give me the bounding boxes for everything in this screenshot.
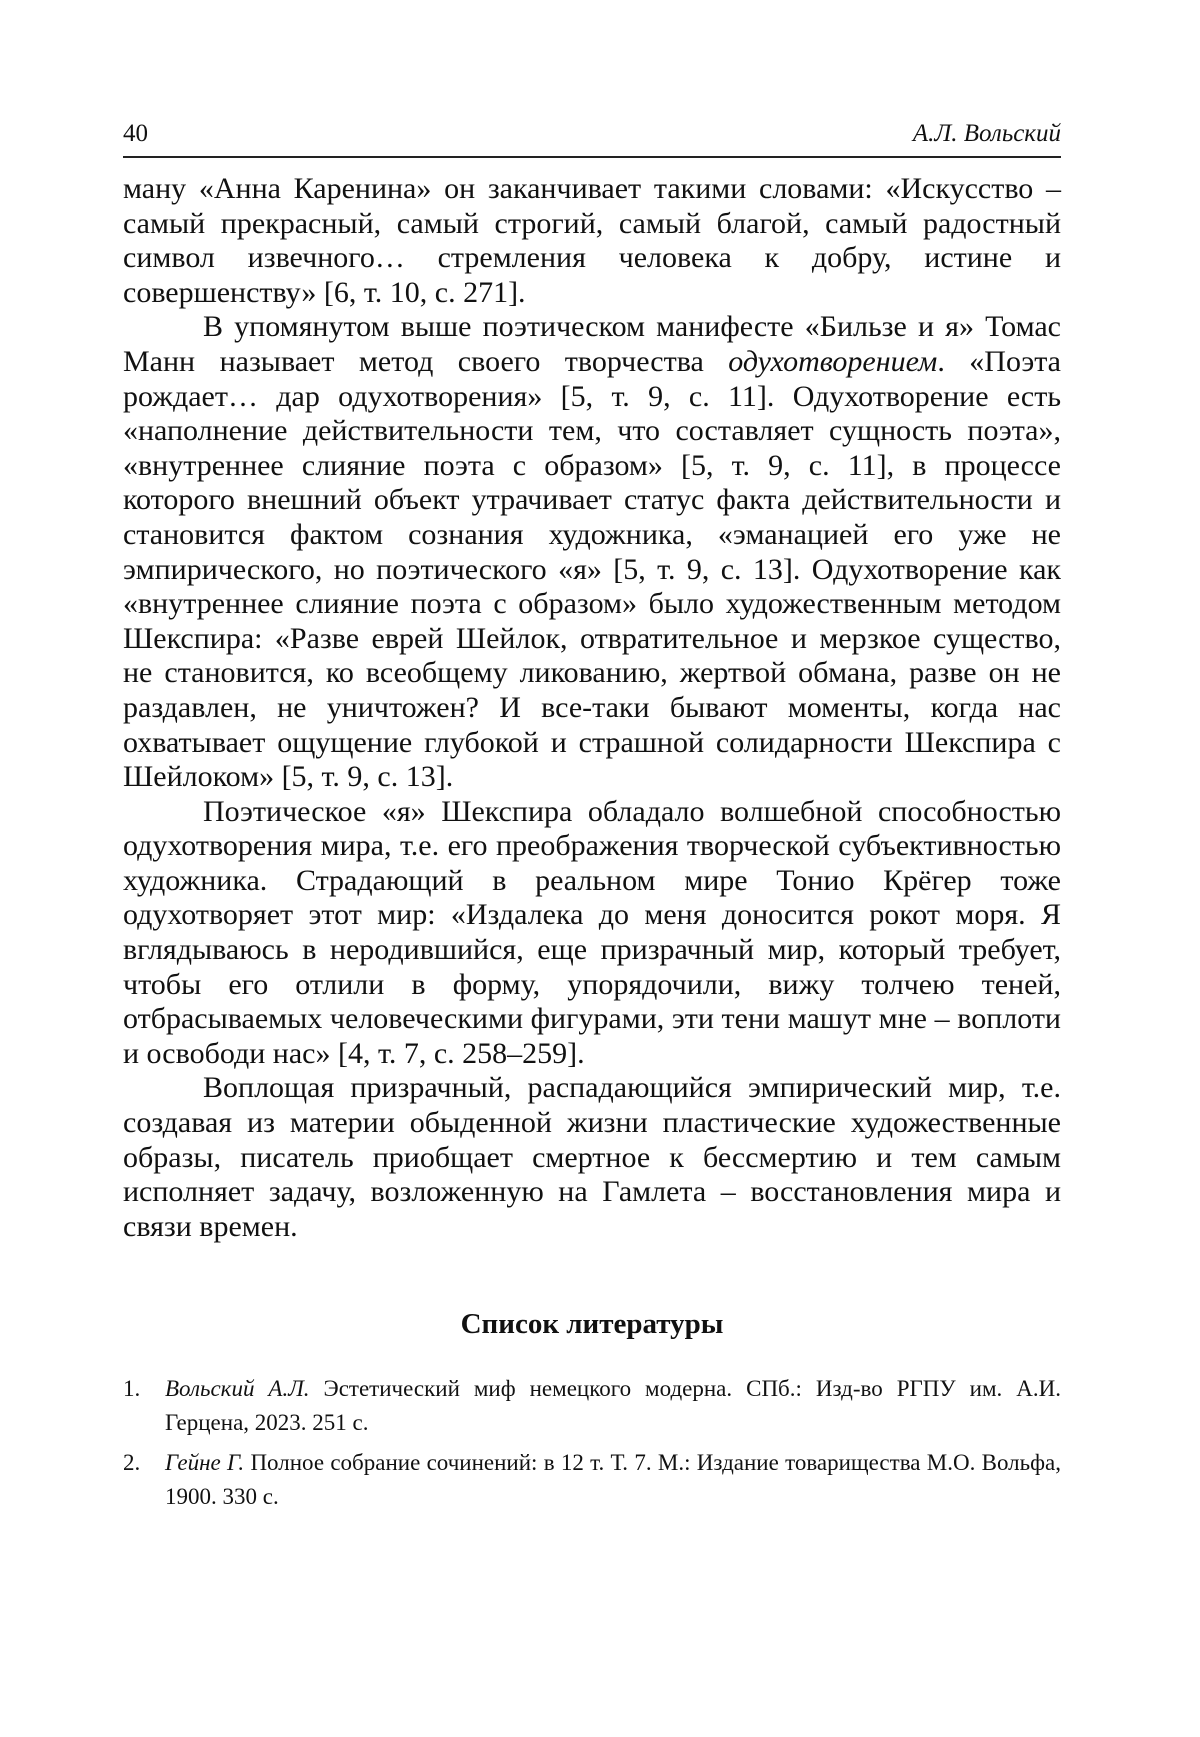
reference-text [165,1372,1061,1440]
references-title: Список литературы [460,1308,724,1341]
reference-text [165,1446,1061,1514]
paragraph [123,1071,1061,1244]
paragraph-text: Поэтическое «я» Шекспира обладало волшебной способностью одухотворения мира, т.е. его преображения творческой субъективностью художника. Страдающий в реальном мире Тонио Крёгер тоже одухотворяет этот мир: «Издалека до меня доносится рокот моря. Я вглядываюсь в неродившийся, еще призрачный мир, который требует, чтобы его отлили в форму, упорядочили, вижу толчею теней, отбрасываемых человеческими фигурами, эти тени машут мне – воплоти и освободи нас» [4, т. 7, с. 258–259]. [123,794,1061,1070]
reference-details: Полное собрание сочинений: в 12 т. Т. 7. М.: Издание товарищества М.О. Вольфа, 1900. 330 с. [165,1450,1061,1510]
reference-item [123,1446,1061,1514]
reference-number: 2. [123,1450,141,1476]
page-header [123,118,1061,158]
paragraph [123,172,1061,310]
paragraph-text: В упомянутом выше поэтическом манифесте «Бильзе и я» Томас Манн называет метод своего творчества [123,310,1061,378]
document-page [123,118,1061,1520]
page-number: 40 [123,120,148,147]
running-head: А.Л. Вольский [912,120,1061,147]
paragraph-text: Воплощая призрачный, распадающийся эмпирический мир, т.е. создавая из материи обыденной жизни пластические художественные образы, писатель приобщает смертное к бессмертию и тем самым исполняет задачу, возложенную на Гамлета – восстановления мира и связи времен. [123,1071,1061,1243]
reference-number: 1. [123,1376,141,1402]
paragraph-text: . «Поэта рождает… дар одухотворения» [5, т. 9, с. 11]. Одухотворение есть «наполнение действительности тем, что составляет сущность поэта», «внутреннее слияние поэта с образом» [5, т. 9, с. 11], в процессе которого внешний объект утрачивает статус факта действительности и становится фактом сознания художника, «эманацией его уже не эмпирического, но поэтического «я» [5, т. 9, с. 13]. Одухотворение как «внутреннее слияние поэта с образом» было художественным методом Шекспира: «Разве еврей Шейлок, отвратительное и мерзкое существо, не становится, ко всеобщему ликованию, жертвой обмана, разве он не раздавлен, не уничтожен? И все-таки бывают моменты, когда нас охватывает ощущение глубокой и страшной солидарности Шекспира с Шейлоком» [5, т. 9, с. 13]. [123,344,1061,794]
body-text [123,172,1061,1244]
paragraph [123,795,1061,1072]
reference-author: Вольский А.Л. [165,1376,310,1402]
italic-text: одухотворением [728,344,938,378]
paragraph-text: ману «Анна Каренина» он заканчивает такими словами: «Искусство – самый прекрасный, самый строгий, самый благой, самый радостный символ извечного… стремления человека к добру, истине и совершенству» [6, т. 10, с. 271]. [123,172,1061,309]
references-list [123,1372,1061,1514]
reference-author: Гейне Г. [165,1450,245,1476]
reference-details: Эстетический миф немецкого модерна. СПб.: Изд-во РГПУ им. А.И. Герцена, 2023. 251 с. [165,1376,1061,1436]
paragraph [123,310,1061,794]
reference-item [123,1372,1061,1440]
